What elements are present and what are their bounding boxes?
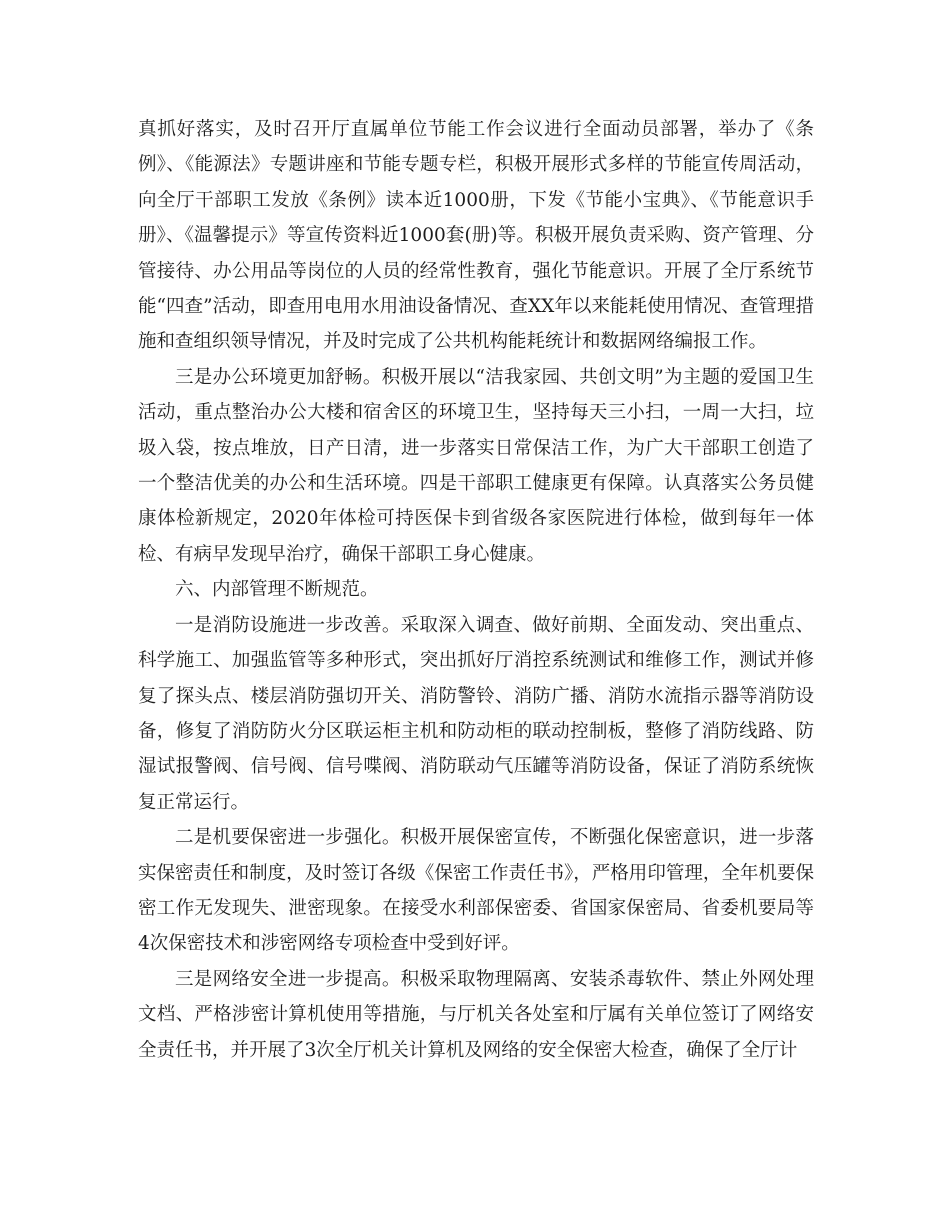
paragraph-4: 二是机要保密进一步强化。积极开展保密宣传，不断强化保密意识，进一步落实保密责任和制度，及时签订各级《保密工作责任书》，严格用印管理，全年机要保密工作无发现失、泄密现象。在接受水利部保密委、省国家保密局、省委机要局等4次保密技术和涉密网络专项检查中受到好评。 xyxy=(138,827,814,955)
paragraph-5: 三是网络安全进一步提高。积极采取物理隔离、安装杀毒软件、禁止外网处理文档、严格涉密计算机使用等措施，与厅机关各处室和厅属有关单位签订了网络安全责任书，并开展了3次全厅机关计算机及网络的安全保密大检查，确保了全厅计 xyxy=(138,968,814,1061)
paragraph-1: 真抓好落实，及时召开厅直属单位节能工作会议进行全面动员部署，举办了《条例》、《能源法》专题讲座和节能专题专栏，积极开展形式多样的节能宣传周活动，向全厅干部职工发放《条例》读本近1000册，下发《节能小宝典》、《节能意识手册》、《温馨提示》等宣传资料近1000套(册)等。积极开展负责采购、资产管理、分管接待、办公用品等岗位的人员的经常性教育，强化节能意识。开展了全厅系统节能“四查”活动，即查用电用水用油设备情况、查XX年以来能耗使用情况、查管理措施和查组织领导情况，并及时完成了公共机构能耗统计和数据网络编报工作。 xyxy=(138,119,814,353)
paragraph-2: 三是办公环境更加舒畅。积极开展以“洁我家园、共创文明”为主题的爱国卫生活动，重点整治办公大楼和宿舍区的环境卫生，坚持每天三小扫，一周一大扫，垃圾入袋，按点堆放，日产日清，进一步落实日常保洁工作，为广大干部职工创造了一个整洁优美的办公和生活环境。四是干部职工健康更有保障。认真落实公务员健康体检新规定，2020年体检可持医保卡到省级各家医院进行体检，做到每年一体检、有病早发现早治疗，确保干部职工身心健康。 xyxy=(138,366,814,565)
document-body xyxy=(138,112,814,1068)
section-heading: 六、内部管理不断规范。 xyxy=(175,579,379,601)
paragraph-3: 一是消防设施进一步改善。采取深入调查、做好前期、全面发动、突出重点、科学施工、加强监管等多种形式，突出抓好厅消控系统测试和维修工作，测试并修复了探头点、楼层消防强切开关、消防警铃、消防广播、消防水流指示器等消防设备，修复了消防防火分区联运柜主机和防动柜的联动控制板，整修了消防线路、防湿试报警阀、信号阀、信号喋阀、消防联动气压罐等消防设备，保证了消防系统恢复正常运行。 xyxy=(138,614,814,813)
